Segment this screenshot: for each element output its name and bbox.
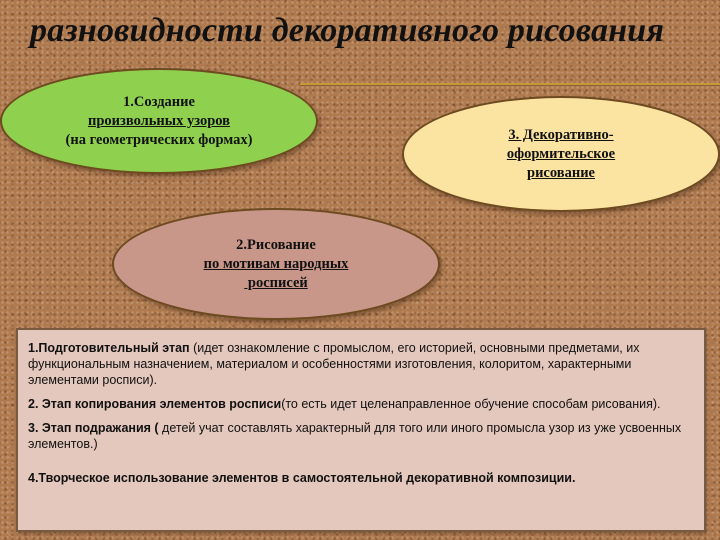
stage-text: (то есть идет целенаправленное обучение способам рисования). [281, 397, 661, 411]
stages-box [16, 328, 706, 532]
oval-line: рисование [527, 164, 595, 181]
oval-line: 1.Создание [123, 93, 195, 110]
stage-item [28, 396, 692, 412]
oval-line: (на геометрических формах) [65, 131, 253, 148]
oval-line: оформительское [506, 145, 616, 162]
stage-text: (идет ознакомление с промыслом, его историей, основными предметами, их функциональным назначением, материалом и особенностями изготовления, колоритом, характерными элементами росписи). [28, 341, 640, 387]
stage-text: детей учат составлять характерный для того или иного промысла узор из уже усвоенных элементов.) [28, 421, 682, 451]
oval-line: произвольных узоров [87, 112, 231, 129]
stage-heading: 4.Творческое использование элементов в самостоятельной декоративной композиции. [28, 471, 576, 485]
stage-item [28, 420, 692, 452]
oval-line: по мотивам народных [203, 255, 349, 272]
oval-line: 2.Рисование [236, 236, 316, 253]
stage-heading: 2. Этап копирования элементов росписи [28, 397, 282, 411]
stage-item [28, 340, 692, 388]
title-divider [300, 83, 720, 85]
stage-heading: 3. Этап подражания ( [28, 421, 159, 435]
stage-heading: 1.Подготовительный этап [28, 341, 190, 355]
oval-line: росписей [244, 274, 308, 291]
type-oval-arbitrary-patterns [0, 68, 318, 174]
type-oval-folk-motifs [112, 208, 440, 320]
type-oval-decorative-design [402, 96, 720, 212]
page-title: разновидности декоративного рисования [30, 12, 665, 49]
stage-item [28, 470, 692, 486]
oval-line: 3. Декоративно- [508, 126, 614, 143]
